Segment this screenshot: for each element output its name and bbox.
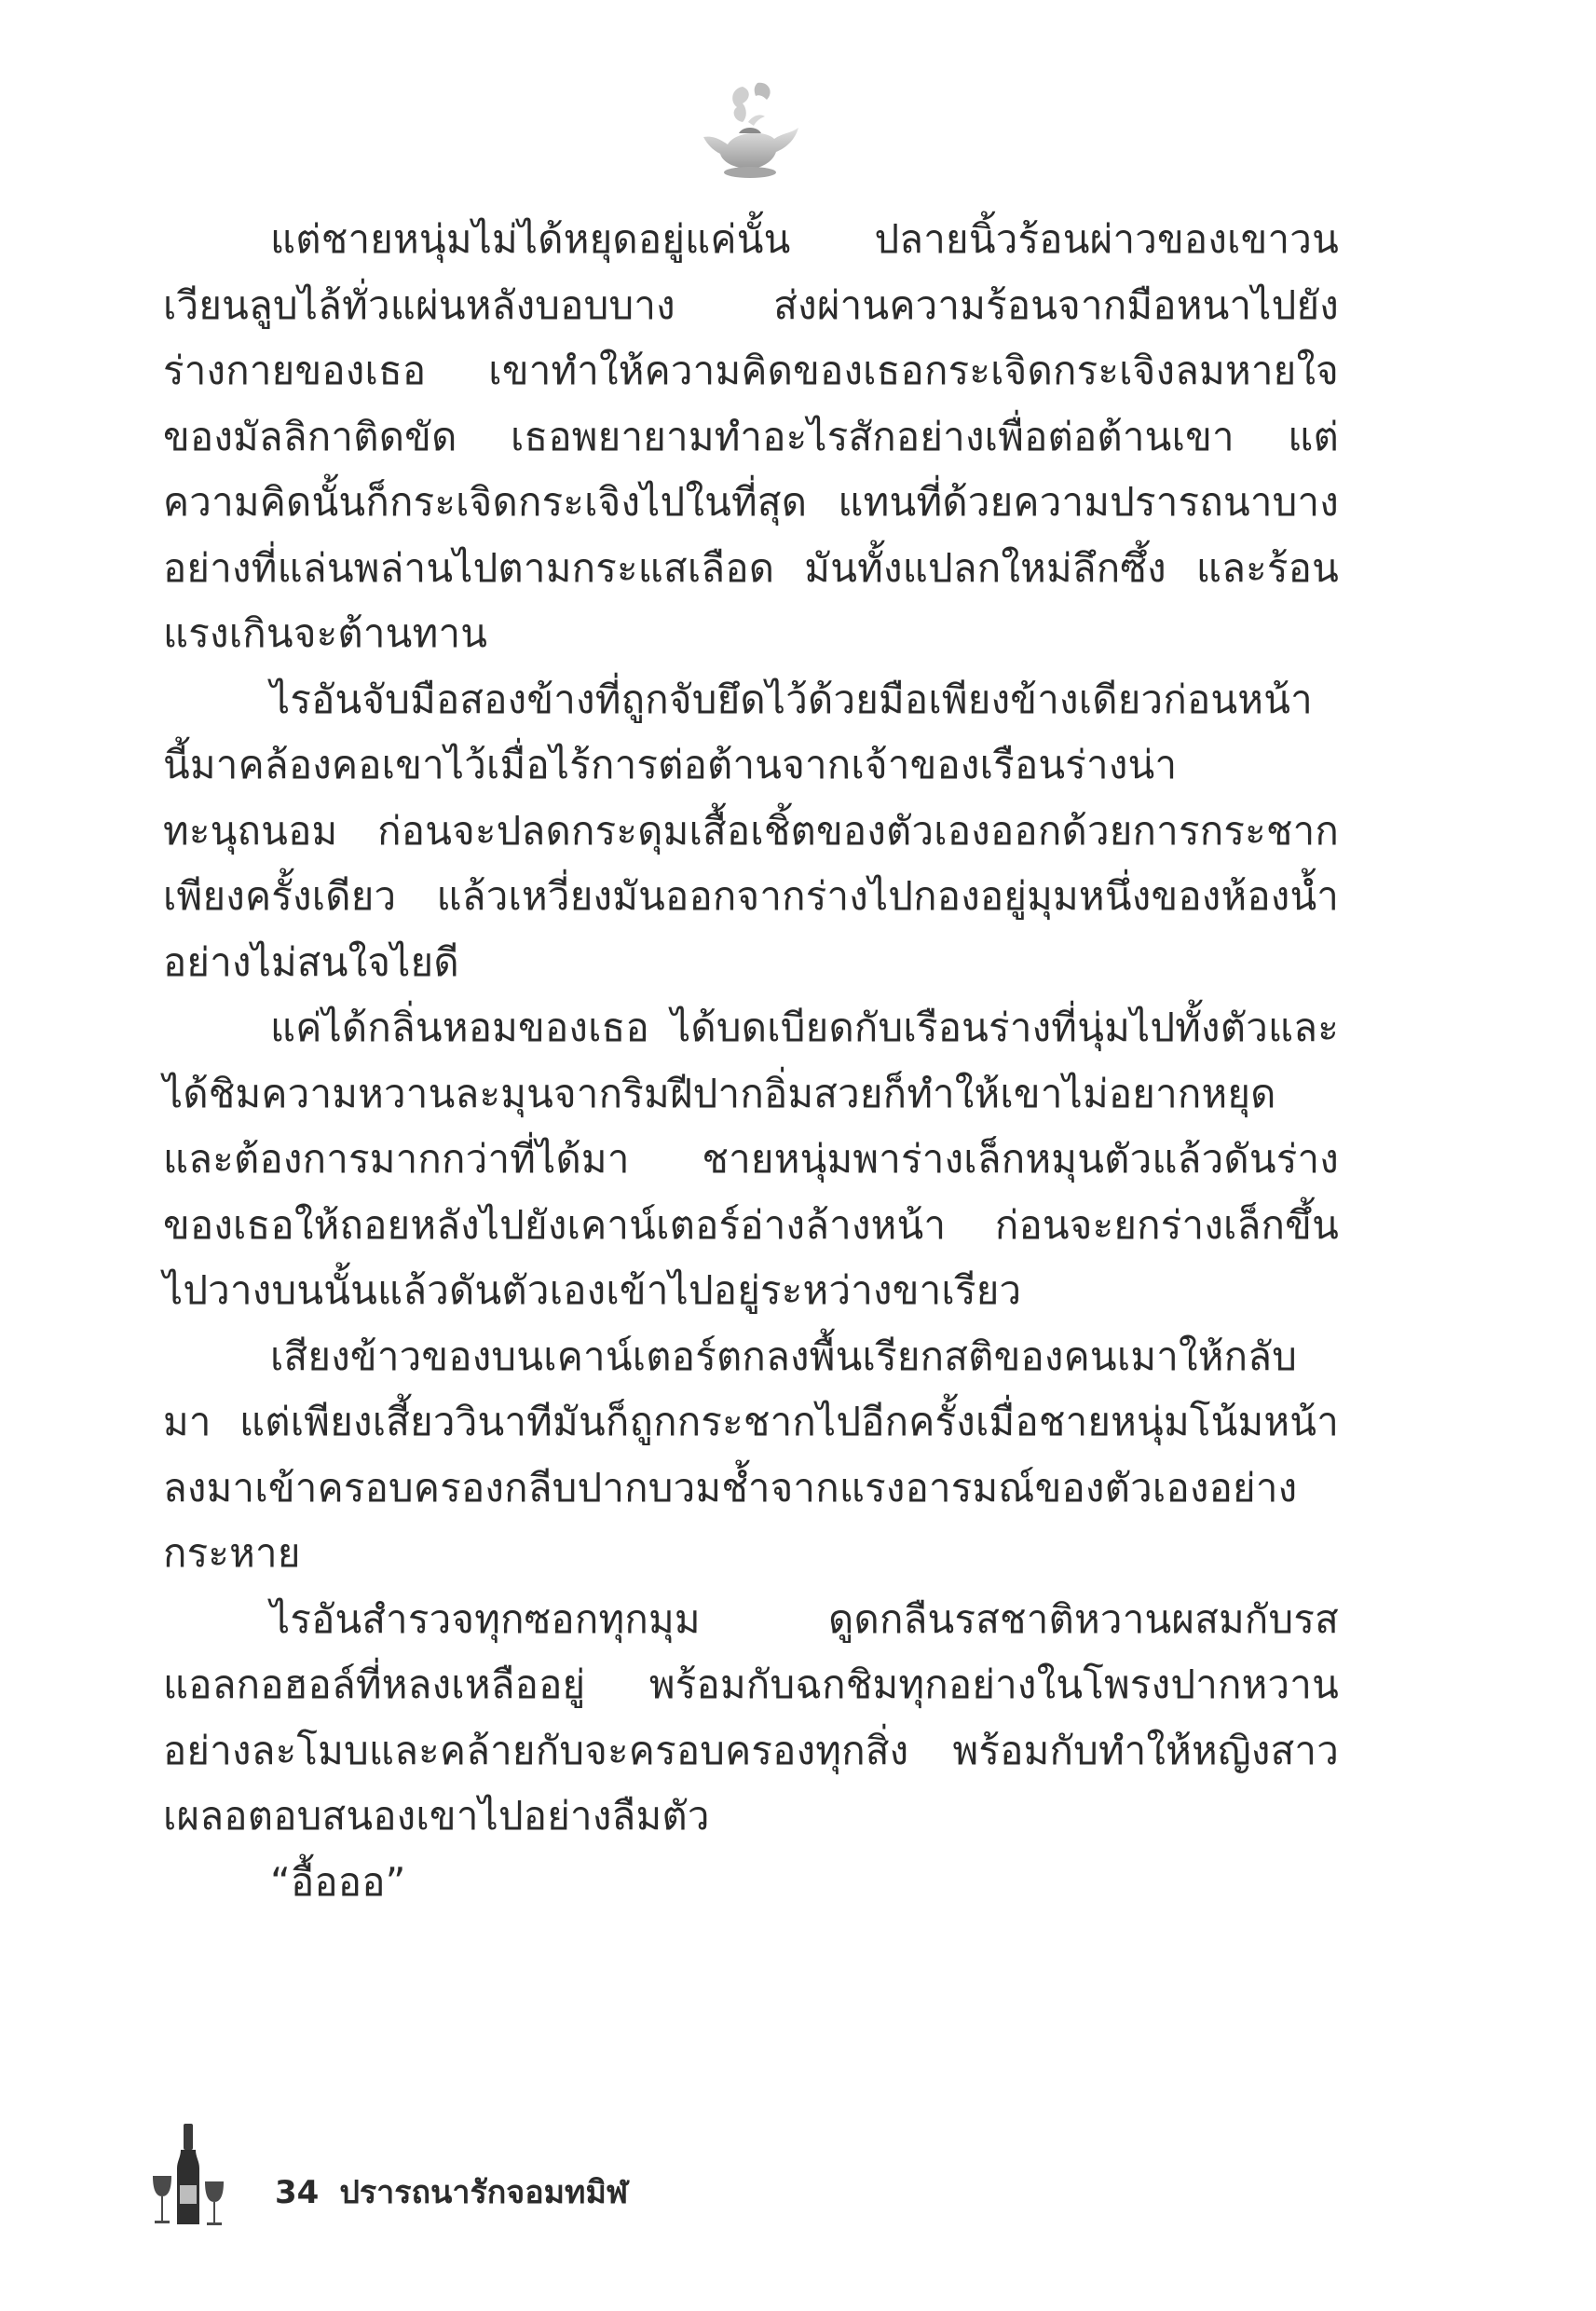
book-title: ปรารถนารักจอมทมิฬ	[339, 2174, 629, 2211]
page-number: 34	[275, 2174, 320, 2211]
body-text	[163, 207, 1339, 1915]
dialogue-line: “อื้อออ”	[270, 1858, 406, 1905]
paragraph: ไรอันจับมือสองข้างที่ถูกจับยึดไว้ด้วยมือเพียงข้างเดียวก่อนหน้านี้มาคล้องคอเขาไว้เมื่อไร้การต่อต้านจากเจ้าของเรือนร่างน่าทะนุถนอม ก่อนจะปลดกระดุมเสื้อเชิ้ตของตัวเองออกด้วยการกระชากเพียงครั้งเดียว แล้วเหวี่ยงมันออกจากร่างไปกองอยู่มุมหนึ่งของห้องน้ำอย่างไม่สนใจไยดี	[163, 676, 1339, 985]
paragraph: เสียงข้าวของบนเคาน์เตอร์ตกลงพื้นเรียกสติของคนเมาให้กลับมา แต่เพียงเสี้ยววินาทีมันก็ถูกกระชากไปอีกครั้งเมื่อชายหนุ่มโน้มหน้าลงมาเข้าครอบครองกลีบปากบวมช้ำจากแรงอารมณ์ของตัวเองอย่างกระหาย	[163, 1333, 1339, 1576]
footer-text	[275, 2167, 648, 2217]
wine-bottle-and-glasses-icon	[149, 2120, 233, 2232]
paragraph: แต่ชายหนุ่มไม่ได้หยุดอยู่แค่นั้น ปลายนิ้วร้อนผ่าวของเขาวนเวียนลูบไล้ทั่วแผ่นหลังบอบบาง ส่งผ่านความร้อนจากมือหนาไปยังร่างกายของเธอ เขาทำให้ความคิดของเธอกระเจิดกระเจิงลมหายใจของมัลลิกาติดขัด เธอพยายามทำอะไรสักอย่างเพื่อต่อต้านเขา แต่ความคิดนั้นก็กระเจิดกระเจิงไปในที่สุด แทนที่ด้วยความปรารถนาบางอย่างที่แล่นพล่านไปตามกระแสเลือด มันทั้งแปลกใหม่ลึกซึ้ง และร้อนแรงเกินจะต้านทาน	[163, 216, 1339, 656]
paragraph: ไรอันสำรวจทุกซอกทุกมุม ดูดกลืนรสชาติหวานผสมกับรสแอลกอฮอล์ที่หลงเหลืออยู่ พร้อมกับฉกชิมทุกอย่างในโพรงปากหวานอย่างละโมบและคล้ายกับจะครอบครองทุกสิ่ง พร้อมกับทำให้หญิงสาวเผลอตอบสนองเขาไปอย่างลืมตัว	[163, 1595, 1339, 1839]
page-footer	[149, 2120, 801, 2232]
genie-lamp-icon	[694, 79, 806, 182]
paragraph: แค่ได้กลิ่นหอมของเธอ ได้บดเบียดกับเรือนร่างที่นุ่มไปทั้งตัวและได้ชิมความหวานละมุนจากริมฝีปากอิ่มสวยก็ทำให้เขาไม่อยากหยุด และต้องการมากกว่าที่ได้มา ชายหนุ่มพาร่างเล็กหมุนตัวแล้วดันร่างของเธอให้ถอยหลังไปยังเคาน์เตอร์อ่างล้างหน้า ก่อนจะยกร่างเล็กขึ้นไปวางบนนั้นแล้วดันตัวเองเข้าไปอยู่ระหว่างขาเรียว	[163, 1005, 1339, 1313]
